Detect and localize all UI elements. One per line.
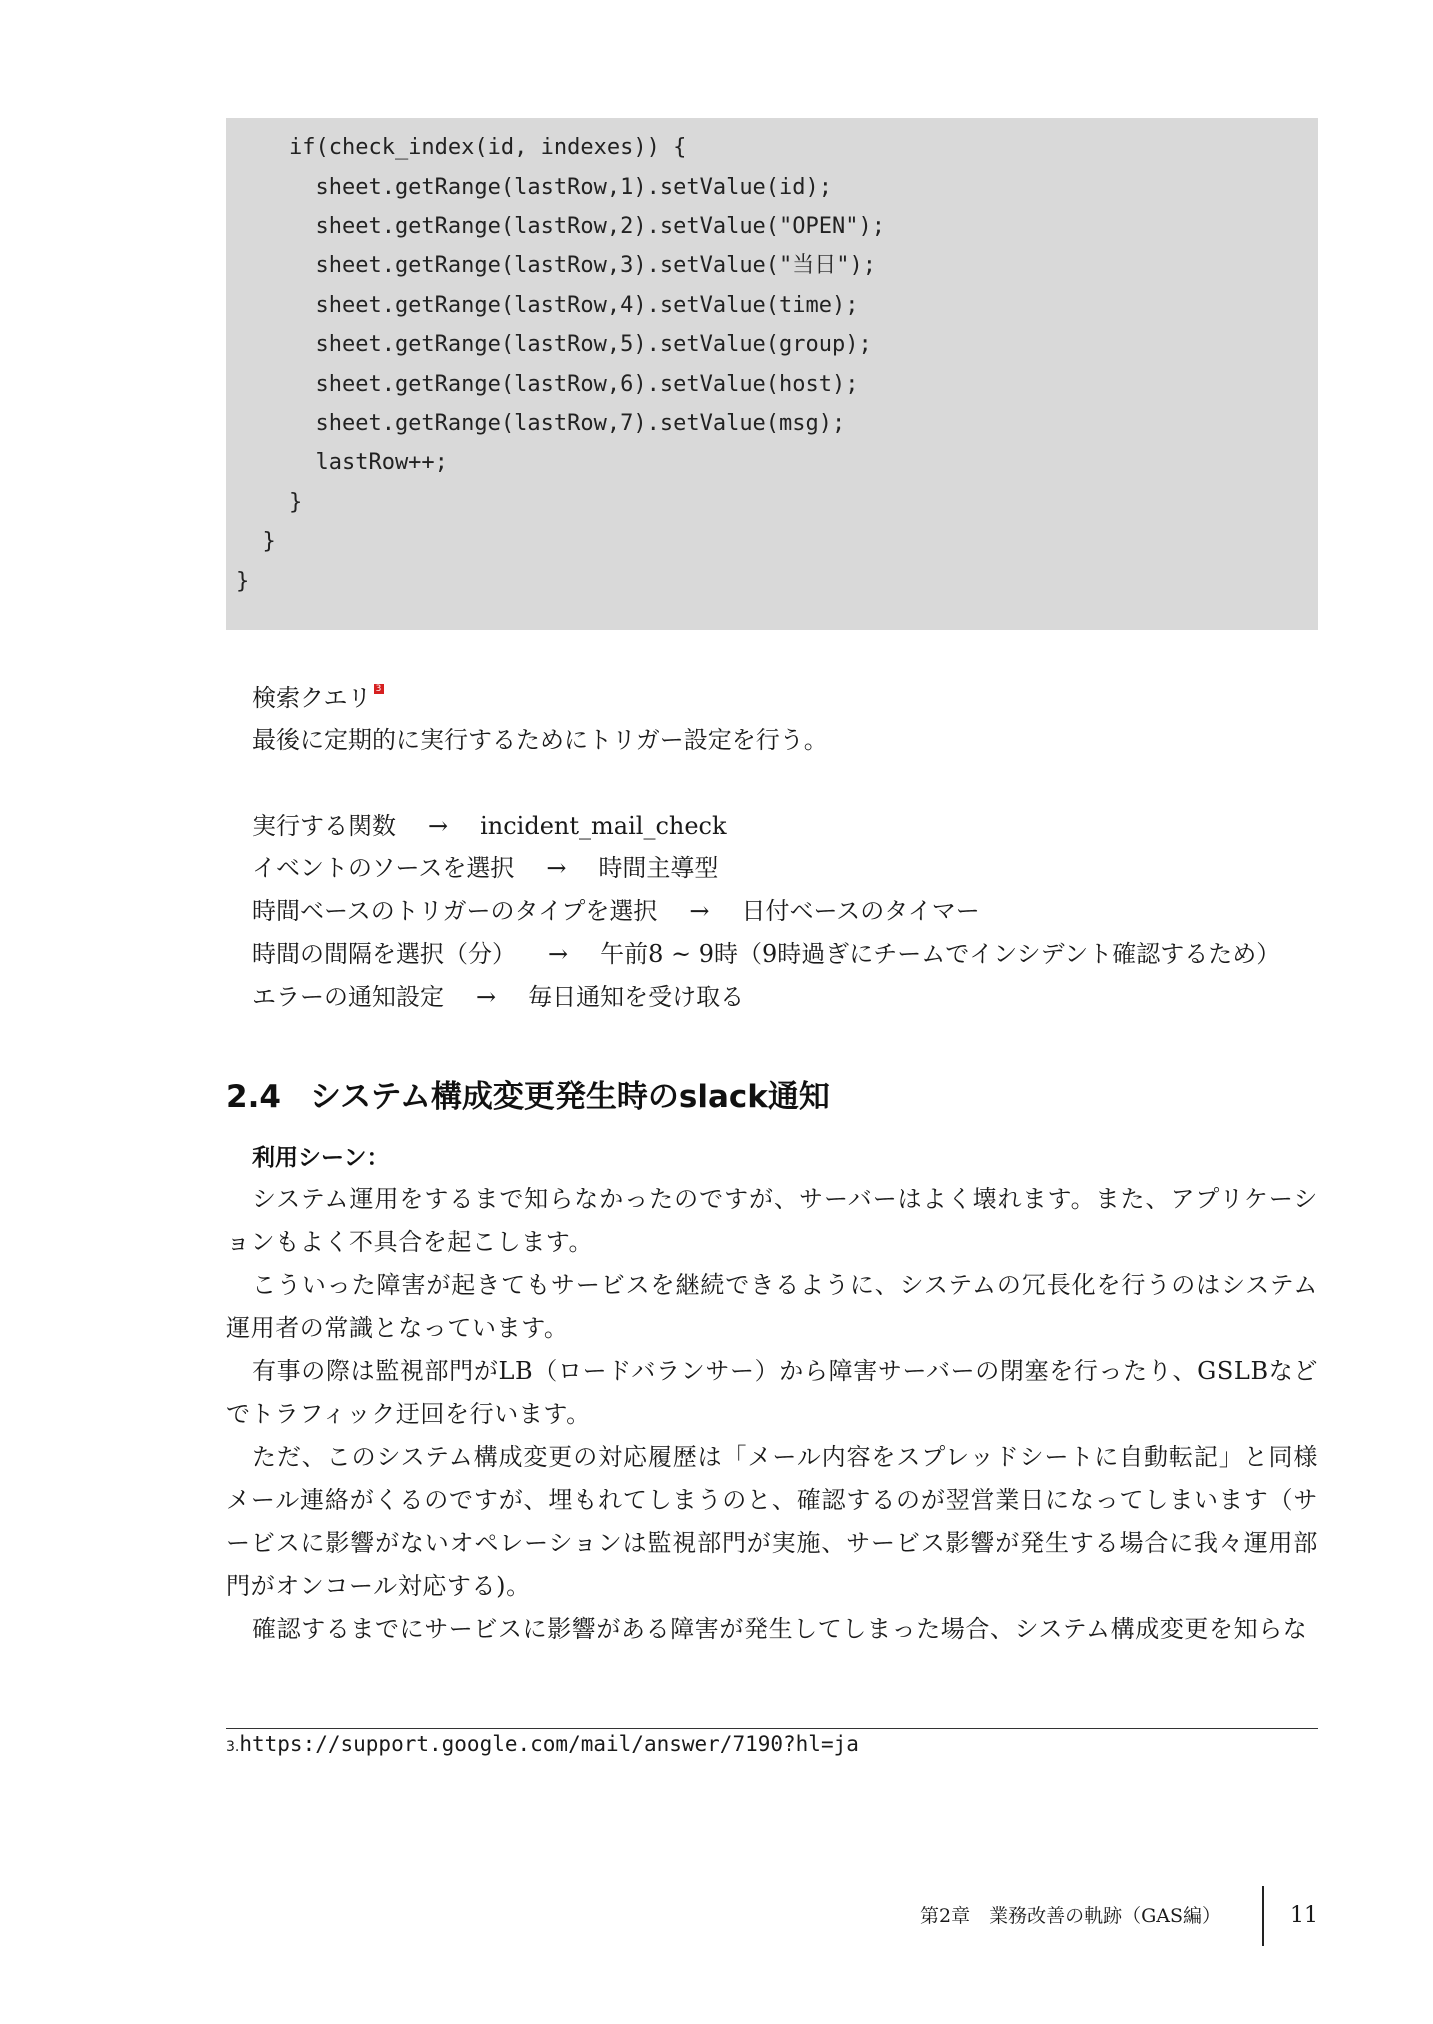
footnote-reference[interactable]: 3 — [374, 684, 384, 694]
arrow-icon: → — [428, 812, 449, 840]
trigger-setting-label: イベントのソースを選択 — [252, 854, 515, 882]
search-query-line — [252, 678, 384, 718]
running-footer: 第2章 業務改善の軌跡（GAS編） — [920, 1905, 1222, 1927]
code-line: sheet.getRange(lastRow,2).setValue("OPEN"); — [236, 214, 886, 239]
trigger-setting-row — [252, 848, 718, 888]
arrow-icon: → — [689, 897, 710, 925]
trigger-setting-value: 日付ベースのタイマー — [741, 897, 980, 925]
trigger-setting-value: incident_mail_check — [480, 812, 727, 840]
code-line: } — [236, 569, 250, 594]
paragraph: ただ、このシステム構成変更の対応履歴は「メール内容をスプレッドシートに自動転記」と同様メール連絡がくるのですが、埋もれてしまうのと、確認するのが翌営業日になってしまいます（サービスに影響がないオペレーションは監視部門が実施、サービス影響が発生する場合に我々運用部門がオンコール対応する)。 — [226, 1443, 1318, 1600]
paragraph: こういった障害が起きてもサービスを継続できるように、システムの冗長化を行うのはシステム運用者の常識となっています。 — [226, 1271, 1318, 1342]
code-line: sheet.getRange(lastRow,6).setValue(host); — [236, 372, 859, 397]
trigger-setting-value: 午前8 ~ 9時（9時過ぎにチームでインシデント確認するため） — [600, 940, 1281, 968]
trigger-setting-label: 時間の間隔を選択（分） — [252, 940, 516, 968]
trigger-setting-row — [252, 806, 727, 846]
code-line: sheet.getRange(lastRow,3).setValue("当日"); — [236, 253, 877, 278]
code-line: lastRow++; — [236, 450, 448, 475]
trigger-intro-sentence: 最後に定期的に実行するためにトリガー設定を行う。 — [252, 726, 828, 754]
trigger-setting-row — [252, 891, 980, 931]
footer-divider — [1262, 1886, 1264, 1946]
code-line: } — [236, 529, 276, 554]
section-number: 2.4 — [226, 1079, 281, 1115]
code-line: sheet.getRange(lastRow,4).setValue(time); — [236, 293, 859, 318]
code-line: sheet.getRange(lastRow,7).setValue(msg); — [236, 411, 846, 436]
code-line: if(check_index(id, indexes)) { — [236, 135, 687, 160]
arrow-icon: → — [476, 983, 497, 1011]
footnote — [226, 1724, 859, 1767]
search-query-text: 検索クエリ — [252, 684, 372, 712]
footnote-mark: 3. — [226, 1739, 240, 1755]
trigger-setting-value: 時間主導型 — [598, 854, 719, 882]
arrow-icon: → — [546, 854, 567, 882]
page-number: 11 — [1290, 1903, 1318, 1928]
trigger-setting-label: 時間ベースのトリガーのタイプを選択 — [252, 897, 658, 925]
trigger-setting-label: 実行する関数 — [252, 812, 396, 840]
section-heading — [226, 1072, 830, 1122]
usage-scene-heading: 利用シーン： — [252, 1145, 390, 1171]
arrow-icon: → — [548, 940, 569, 968]
code-line: } — [236, 490, 303, 515]
footnote-url[interactable]: https://support.google.com/mail/answer/7190?hl=ja — [239, 1732, 859, 1756]
section-title: システム構成変更発生時のslack通知 — [310, 1079, 830, 1115]
paragraph: 確認するまでにサービスに影響がある障害が発生してしまった場合、システム構成変更を知らな — [252, 1615, 1308, 1643]
paragraph: 有事の際は監視部門がLB（ロードバランサー）から障害サーバーの閉塞を行ったり、GSLBなどでトラフィック迂回を行います。 — [226, 1357, 1318, 1428]
trigger-setting-row — [252, 934, 1280, 974]
trigger-setting-value: 毎日通知を受け取る — [528, 983, 745, 1011]
paragraph: システム運用をするまで知らなかったのですが、サーバーはよく壊れます。また、アプリケーションもよく不具合を起こします。 — [226, 1185, 1318, 1256]
trigger-setting-label: エラーの通知設定 — [252, 983, 444, 1011]
code-block — [226, 118, 1318, 630]
code-line: sheet.getRange(lastRow,1).setValue(id); — [236, 175, 833, 200]
code-line: sheet.getRange(lastRow,5).setValue(group); — [236, 332, 872, 357]
trigger-setting-row — [252, 977, 744, 1017]
